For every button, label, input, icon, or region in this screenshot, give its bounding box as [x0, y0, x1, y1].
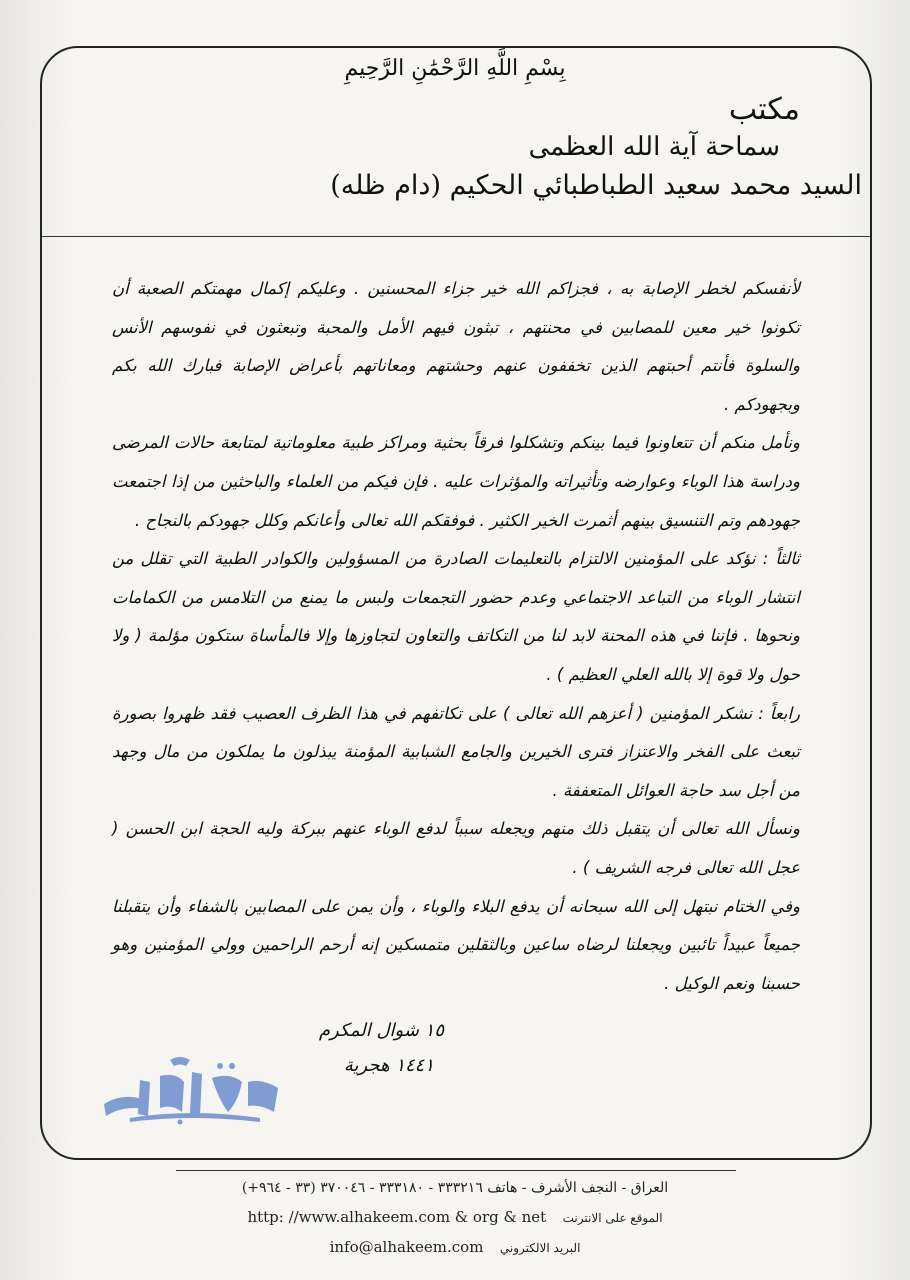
website-link[interactable]: http: //www.alhakeem.com & org & net: [247, 1208, 547, 1226]
header-divider: [42, 236, 870, 237]
office-title: مكتب: [728, 92, 800, 127]
office-seal-stamp: [100, 1052, 286, 1128]
letter-body: [112, 270, 800, 1003]
email-link[interactable]: info@alhakeem.com: [329, 1238, 484, 1256]
bismillah-heading: بِسْمِ اللَّهِ الرَّحْمَٰنِ الرَّحِيمِ: [344, 56, 566, 81]
hijri-date-year: ١٤٤١ هجرية: [343, 1055, 434, 1076]
paragraph-5: ونسأل الله تعالى أن يتقبل ذلك منهم ويجعله سبباً لدفع الوباء عنهم ببركة وليه الحجة ابن الحسن ( عجل الله تعالى فرجه الشريف ) .: [112, 819, 800, 877]
paragraph-4: رابعاً : نشكر المؤمنين ( أعزهم الله تعالى ) على تكاتفهم في هذا الظرف العصيب فقد ظهروا بصورة تبعث على الفخر والاعتزاز فترى الخيرين والجامع الشبابية المؤمنة يبذلون ما يملكون من مال وجهد من أجل سد حاجة العوائل المتعففة .: [112, 703, 800, 800]
paragraph-1: لأنفسكم لخطر الإصابة به ، فجزاكم الله خير جزاء المحسنين . وعليكم إكمال مهمتكم الصعبة أن تكونوا خير معين للمصابين في محنتهم ، تبثون فيهم الأمل والمحبة وتبعثون في نفوسهم الأنس والسلوة فأنتم أحبتهم الذين تخففون عنهم وحشتهم ومعاناتهم بأعراض الإصابة فبارك الله بكم وبجهودكم .: [112, 279, 800, 414]
email-label: البريد الالكتروني: [499, 1241, 581, 1255]
paragraph-6: وفي الختام نبتهل إلى الله سبحانه أن يدفع البلاء والوباء ، وأن يمن على المصابين بالشفاء وأن يتقبلنا جميعاً عبيداً تائبين ويجعلنا لرضاه ساعين وبالثقلين متمسكين إنه أرحم الراحمين وولي المؤمنين وهو حسبنا ونعم الوكيل .: [112, 896, 800, 993]
hijri-date-day: ١٥ شوال المكرم: [318, 1020, 444, 1041]
footer-website-row: [0, 1208, 910, 1226]
office-subtitle: سماحة آية الله العظمى: [528, 132, 780, 162]
website-label: الموقع على الانترنت: [562, 1211, 663, 1225]
office-name: السيد محمد سعيد الطباطبائي الحكيم (دام ظله): [330, 170, 862, 201]
footer-address: العراق - النجف الأشرف - هاتف ٣٣٣٢١٦ - ٣٣٣١٨٠ - ٣٧٠٠٤٦ (٣٣ - ٩٦٤+): [241, 1180, 669, 1196]
footer-divider: [176, 1170, 736, 1171]
footer-email-row: [0, 1238, 910, 1256]
paragraph-2: ونأمل منكم أن تتعاونوا فيما بينكم وتشكلوا فرقاً بحثية ومراكز طبية معلوماتية لمتابعة حالات المرضى ودراسة هذا الوباء وعوارضه وتأثيراته والمؤثرات عليه . فإن فيكم من العلماء والباحثين من إذا اجتمعت جهودهم وتم التنسيق بينهم أثمرت الخير الكثير . فوفقكم الله تعالى وأعانكم وكلل جهودكم بالنجاح .: [112, 433, 800, 530]
paragraph-3: ثالثاً : نؤكد على المؤمنين الالتزام بالتعليمات الصادرة من المسؤولين والكوادر الطبية التي تقلل من انتشار الوباء من التباعد الاجتماعي وعدم حضور التجمعات ولبس ما يمنع من التلامس من الكمامات ونحوها . فإننا في هذه المحنة لابد لنا من التكاتف والتعاون لتجاوزها وإلا فالمأساة ستكون مؤلمة ( ولا حول ولا قوة إلا بالله العلي العظيم ) .: [112, 549, 800, 684]
